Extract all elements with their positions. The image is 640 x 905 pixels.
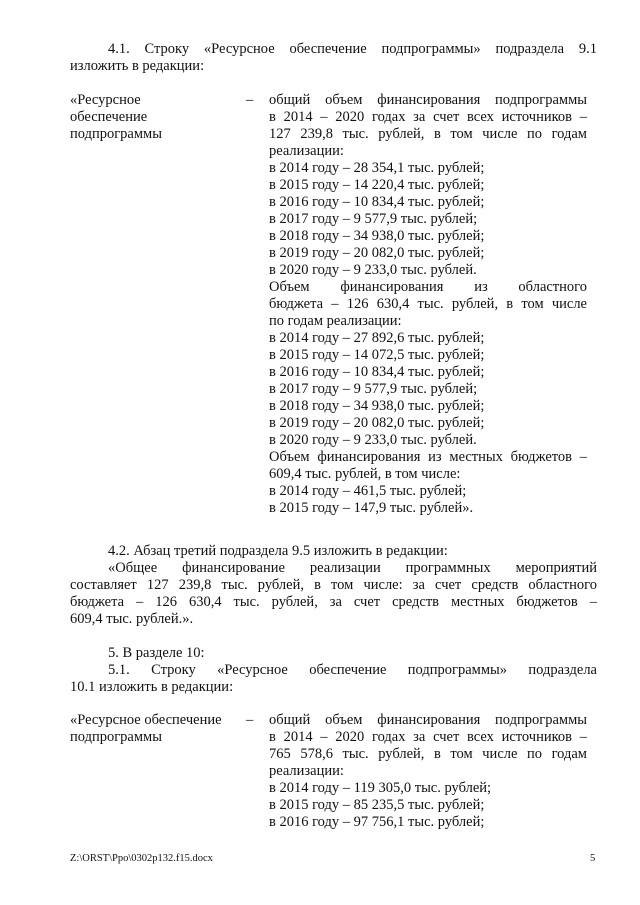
section-5-1-line2: 10.1 изложить в редакции: xyxy=(70,679,234,695)
section-4-2-line: бюджета – 126 630,4 тыс. рублей, за счет средств местных бюджетов – xyxy=(70,594,597,610)
label-line: «Ресурсное обеспечение xyxy=(70,712,222,728)
section-4-1-line2: изложить в редакции: xyxy=(70,58,205,74)
value-line: в 2019 году – 20 082,0 тыс. рублей; xyxy=(269,245,485,261)
value-line: в 2016 году – 10 834,4 тыс. рублей; xyxy=(269,194,485,210)
value-line: в 2014 году – 28 354,1 тыс. рублей; xyxy=(269,160,485,176)
regional-line: в 2016 году – 10 834,4 тыс. рублей; xyxy=(269,364,485,380)
value-line: реализации: xyxy=(269,143,344,159)
resource-row-1-label xyxy=(70,92,250,143)
section-5 xyxy=(70,645,597,696)
regional-line: в 2017 году – 9 577,9 тыс. рублей; xyxy=(269,381,478,397)
section-5-heading: 5. В разделе 10: xyxy=(108,645,205,661)
value-line: в 2014 – 2020 годах за счет всех источников – xyxy=(269,109,587,125)
value-line: в 2016 году – 97 756,1 тыс. рублей; xyxy=(269,814,485,830)
value-line: в 2020 году – 9 233,0 тыс. рублей. xyxy=(269,262,477,278)
value-line: в 2017 году – 9 577,9 тыс. рублей; xyxy=(269,211,478,227)
label-line: подпрограммы xyxy=(70,729,162,745)
value-line: в 2015 году – 14 220,4 тыс. рублей; xyxy=(269,177,485,193)
footer-page-number: 5 xyxy=(590,853,596,864)
section-4-2-heading: 4.2. Абзац третий подраздела 9.5 изложить в редакции: xyxy=(108,543,448,559)
footer-file-path: Z:\ORST\Ppo\0302p132.f15.docx xyxy=(70,853,213,864)
value-line: общий объем финансирования подпрограммы xyxy=(269,712,587,728)
value-line: общий объем финансирования подпрограммы xyxy=(269,92,587,108)
resource-row-2 xyxy=(70,712,597,832)
resource-row-1 xyxy=(70,92,597,532)
section-4-2-line: 609,4 тыс. рублей.». xyxy=(70,611,194,627)
regional-line: в 2014 году – 27 892,6 тыс. рублей; xyxy=(269,330,485,346)
regional-line: в 2015 году – 14 072,5 тыс. рублей; xyxy=(269,347,485,363)
value-line: 765 578,6 тыс. рублей, в том числе по годам xyxy=(269,746,587,762)
value-line: в 2018 году – 34 938,0 тыс. рублей; xyxy=(269,228,485,244)
resource-row-2-value xyxy=(269,712,587,831)
local-line: 609,4 тыс. рублей, в том числе: xyxy=(269,466,461,482)
label-line: «Ресурсное xyxy=(70,92,141,108)
regional-line: в 2020 году – 9 233,0 тыс. рублей. xyxy=(269,432,477,448)
section-4-2-line: составляет 127 239,8 тыс. рублей, в том числе: за счет средств областного xyxy=(70,577,597,593)
local-line: в 2015 году – 147,9 тыс. рублей». xyxy=(269,500,474,516)
regional-line: в 2018 году – 34 938,0 тыс. рублей; xyxy=(269,398,485,414)
regional-line: в 2019 году – 20 082,0 тыс. рублей; xyxy=(269,415,485,431)
local-line: в 2014 году – 461,5 тыс. рублей; xyxy=(269,483,467,499)
section-4-2 xyxy=(70,543,597,628)
value-line: 127 239,8 тыс. рублей, в том числе по годам xyxy=(269,126,587,142)
resource-row-2-dash: – xyxy=(246,712,254,728)
section-5-1-line1: 5.1. Строку «Ресурсное обеспечение подпрограммы» подраздела xyxy=(108,662,597,678)
value-line: в 2014 – 2020 годах за счет всех источников – xyxy=(269,729,587,745)
resource-row-2-label xyxy=(70,712,250,746)
local-line: Объем финансирования из местных бюджетов – xyxy=(269,449,587,465)
section-4-2-line: «Общее финансирование реализации программных мероприятий xyxy=(108,560,597,576)
value-line: в 2015 году – 85 235,5 тыс. рублей; xyxy=(269,797,485,813)
value-line: реализации: xyxy=(269,763,344,779)
regional-line: бюджета – 126 630,4 тыс. рублей, в том числе xyxy=(269,296,587,312)
label-line: обеспечение xyxy=(70,109,148,125)
resource-row-1-value xyxy=(269,92,587,517)
section-4-1 xyxy=(70,41,597,75)
resource-row-1-dash: – xyxy=(246,92,254,108)
section-4-1-line1: 4.1. Строку «Ресурсное обеспечение подпрограммы» подраздела 9.1 xyxy=(108,41,597,57)
value-line: в 2014 году – 119 305,0 тыс. рублей; xyxy=(269,780,492,796)
label-line: подпрограммы xyxy=(70,126,162,142)
regional-line: по годам реализации: xyxy=(269,313,402,329)
regional-line: Объем финансирования из областного xyxy=(269,279,587,295)
